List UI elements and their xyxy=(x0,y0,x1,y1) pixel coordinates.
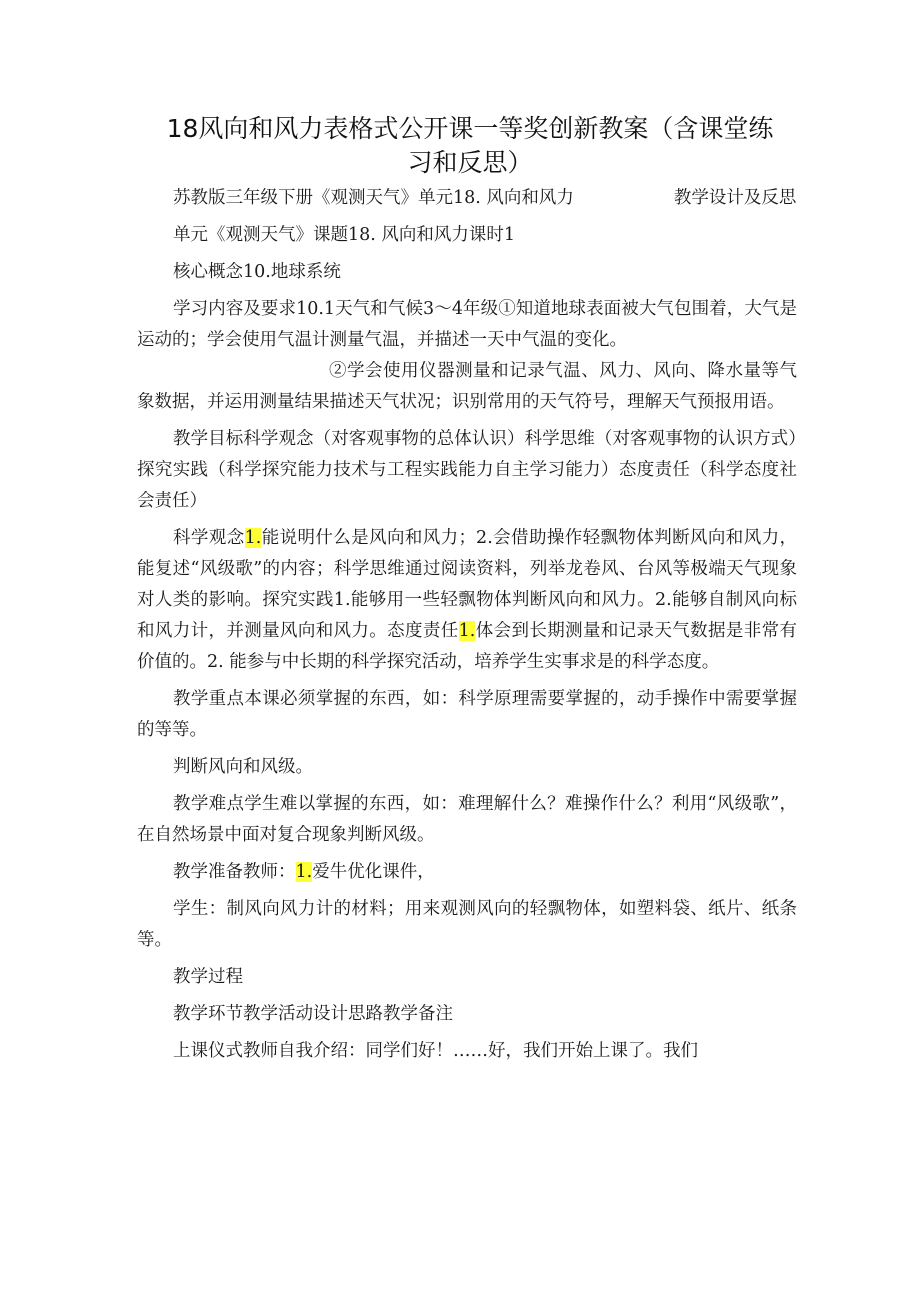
difficulties-paragraph: 教学难点学生难以掌握的东西，如：难理解什么？难操作什么？利用“风级歌”，在自然场景中面对复合现象判断风级。 xyxy=(137,794,797,845)
key-points-answer: 判断风向和风级。 xyxy=(173,757,313,777)
science-concept-label: 科学观念 xyxy=(173,528,245,548)
preparation-text: 爱牛优化课件， xyxy=(312,862,435,882)
science-concept-paragraph xyxy=(137,523,797,678)
highlight-mark-1: 1. xyxy=(244,528,262,548)
intro-text-a: 苏教版三年级下册《观测天气》单元18. 风向和风力 xyxy=(173,188,574,208)
goals-paragraph: 教学目标科学观念（对客观事物的总体认识）科学思维（对客观事物的认识方式）探究实践（科学探究能力技术与工程实践能力自主学习能力）态度责任（科学态度社会责任） xyxy=(137,429,797,511)
document-title xyxy=(150,112,790,180)
intro-paragraph xyxy=(137,183,797,214)
intro-text-b: 教学设计及反思 xyxy=(673,188,797,208)
highlight-mark-3: 1. xyxy=(295,862,313,882)
student-materials-paragraph: 学生：制风向风力计的材料；用来观测风向的轻飘物体，如塑料袋、纸片、纸条等。 xyxy=(137,899,797,950)
class-ceremony-paragraph: 上课仪式教师自我介绍：同学们好！……好，我们开始上课了。我们 xyxy=(173,1041,698,1061)
preparation-paragraph xyxy=(137,857,797,888)
key-points-paragraph: 教学重点本课必须掌握的东西，如：科学原理需要掌握的，动手操作中需要掌握的等等。 xyxy=(137,689,797,740)
teaching-process-heading: 教学过程 xyxy=(173,967,243,987)
unit-paragraph: 单元《观测天气》课题18. 风向和风力课时1 xyxy=(173,225,516,245)
document-body xyxy=(137,183,797,1073)
highlight-mark-2: 1. xyxy=(458,621,476,641)
requirements-paragraph-1: 学习内容及要求10.1天气和气候3～4年级①知道地球表面被大气包围着，大气是运动的；学会使用气温计测量气温，并描述一天中气温的变化。 xyxy=(137,299,797,350)
preparation-label: 教学准备教师： xyxy=(173,862,296,882)
science-concept-text-2: 体会到长期测量和记录天气数据是非常有价值的。2. 能参与中长期的科学探究活动，培养学生实事求是的科学态度。 xyxy=(137,621,798,672)
core-concept-paragraph: 核心概念10.地球系统 xyxy=(173,262,341,282)
table-header-line: 教学环节教学活动设计思路教学备注 xyxy=(173,1004,453,1024)
science-concept-text-1: 能说明什么是风向和风力；2.会借助操作轻飘物体判断风向和风力，能复述“风级歌”的内容；科学思维通过阅读资料，列举龙卷风、台风等极端天气现象对人类的影响。探究实践1.能够用一些轻飘物体判断风向和风力。2.能够自制风向标和风力计，并测量风向和风力。态度责任 xyxy=(137,528,797,641)
requirements-paragraph-2: ②学会使用仪器测量和记录气温、风力、风向、降水量等气象数据，并运用测量结果描述天气状况；识别常用的天气符号，理解天气预报用语。 xyxy=(137,361,797,412)
title-line-1: 18风向和风力表格式公开课一等奖创新教案（含课堂练 xyxy=(166,114,774,143)
title-line-2: 习和反思） xyxy=(407,148,533,177)
